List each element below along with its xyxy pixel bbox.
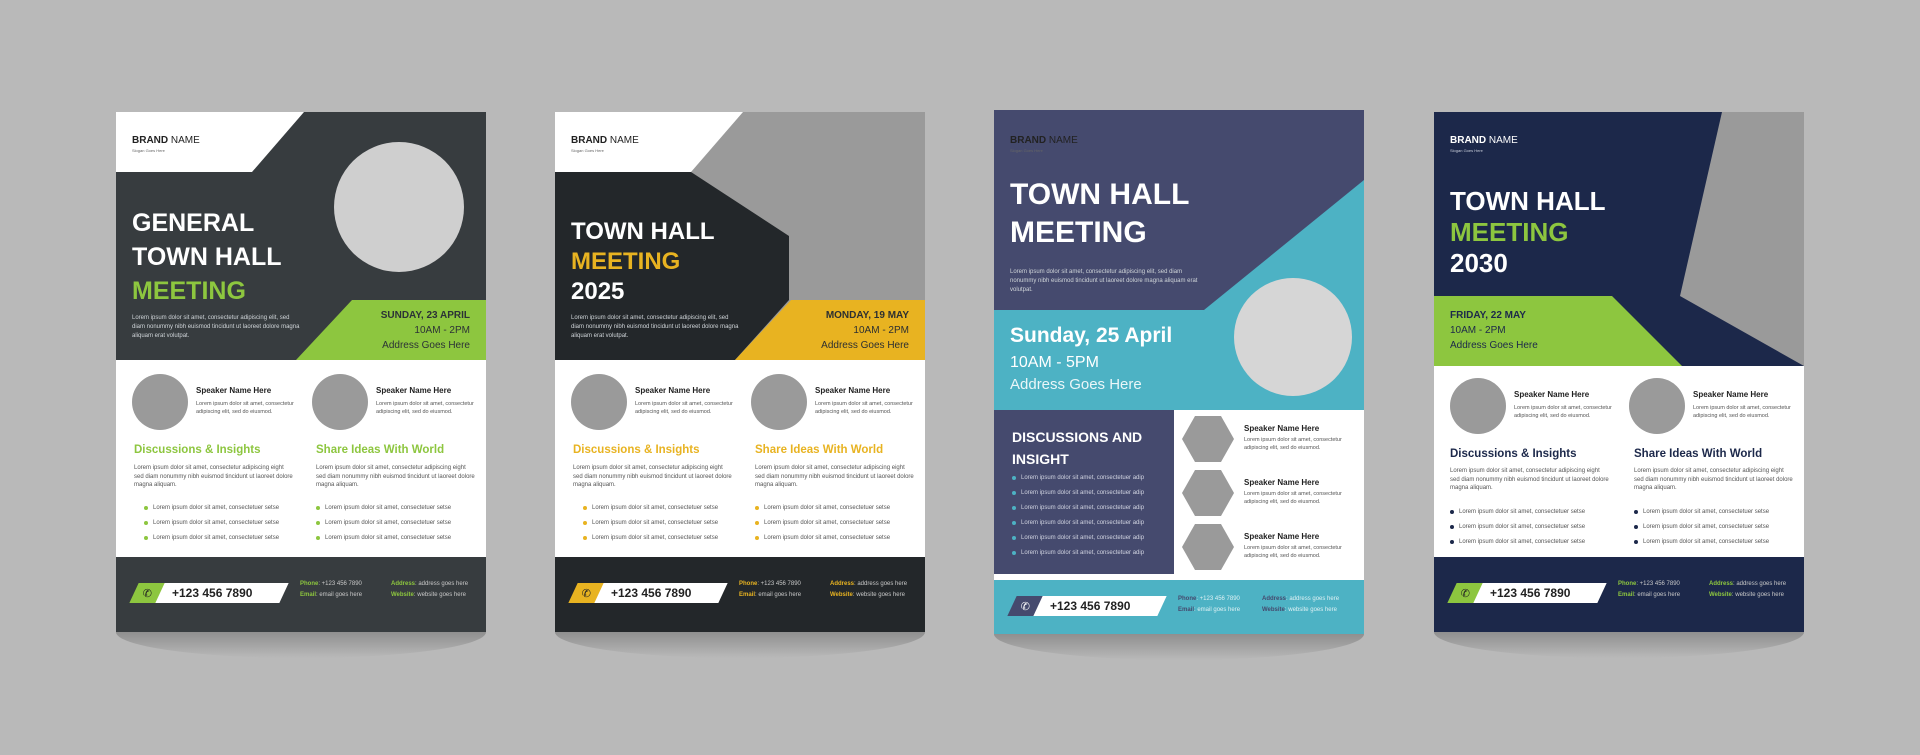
list-item: Lorem ipsum dolor sit amet, consectetuer setse: [755, 519, 890, 534]
flyer-town-hall-2025: [555, 112, 925, 632]
avatar: [1182, 470, 1234, 516]
speaker-name: Speaker Name Here: [1244, 532, 1320, 541]
list-item: Lorem ipsum dolor sit amet, consectetuer setse: [755, 504, 890, 519]
event-date: MONDAY, 19 MAY: [825, 310, 909, 321]
list-item: Lorem ipsum dolor sit amet, consectetuer setse: [144, 534, 279, 549]
event-date: FRIDAY, 22 MAY: [1450, 310, 1526, 321]
avatar: [132, 374, 188, 430]
speaker-name: Speaker Name Here: [815, 386, 891, 395]
contact-info: Address: address goes here Website: website goes here: [1262, 596, 1340, 613]
bullet-list: [1450, 508, 1585, 553]
bullet-list: [1012, 474, 1144, 564]
title-line-1: GENERAL: [132, 209, 255, 237]
list-item: Lorem ipsum dolor sit amet, consectetuer adip: [1012, 474, 1144, 489]
event-date: Sunday, 25 April: [1010, 324, 1173, 347]
speaker-name: Speaker Name Here: [1693, 390, 1769, 399]
speaker-name: Speaker Name Here: [635, 386, 711, 395]
list-item: Lorem ipsum dolor sit amet, consectetuer setse: [316, 534, 451, 549]
list-item: Lorem ipsum dolor sit amet, consectetuer setse: [144, 504, 279, 519]
list-item: Lorem ipsum dolor sit amet, consectetuer adip: [1012, 519, 1144, 534]
speaker-bio: Lorem ipsum dolor sit amet, consectetur adipiscing elit, sed do eiusmod.: [196, 401, 294, 415]
section-text: Lorem ipsum dolor sit amet, consectetur adipiscing eight sed diam nonummy nibh euismod tincidunt ut laoreet dolore magna aliquam.: [134, 465, 293, 488]
event-date-block: [1450, 308, 1538, 353]
phone-icon: ✆: [1447, 583, 1484, 603]
avatar: [1629, 378, 1685, 434]
contact-info: Phone: +123 456 7890 Email: email goes here: [1618, 581, 1681, 598]
intro-text: Lorem ipsum dolor sit amet, consectetur adipiscing elit, sed diam nonummy nibh euismod tincidunt ut laoreet dolore magna aliquam erat volutpat.: [1010, 269, 1198, 293]
speaker-bio: Lorem ipsum dolor sit amet, consectetur adipiscing elit, sed do eiusmod.: [376, 401, 474, 415]
contact-info: Phone: +123 456 7890 Email: email goes here: [1178, 596, 1241, 613]
speaker-bio: Lorem ipsum dolor sit amet, consectetur adipiscing elit, sed do eiusmod.: [1244, 491, 1342, 505]
section-text: Lorem ipsum dolor sit amet, consectetur adipiscing eight sed diam nonummy nibh euismod tincidunt ut laoreet dolore magna aliquam.: [755, 465, 914, 488]
contact-info: Address: address goes here Website: website goes here: [391, 581, 469, 598]
flyer-shadow: [1434, 632, 1804, 658]
contact-info: Address: address goes here Website: website goes here: [1709, 581, 1787, 598]
speaker-bio: Lorem ipsum dolor sit amet, consectetur adipiscing elit, sed do eiusmod.: [1244, 437, 1342, 451]
section-text: Lorem ipsum dolor sit amet, consectetur adipiscing eight sed diam nonummy nibh euismod tincidunt ut laoreet dolore magna aliquam.: [1450, 468, 1609, 491]
event-address: Address Goes Here: [821, 340, 909, 351]
title-line-1: TOWN HALL: [1010, 178, 1190, 211]
speaker-bio: Lorem ipsum dolor sit amet, consectetur adipiscing elit, sed do eiusmod.: [1693, 405, 1791, 419]
list-item: Lorem ipsum dolor sit amet, consectetuer adip: [1012, 549, 1144, 564]
photo-placeholder: [1234, 278, 1352, 396]
speaker-name: Speaker Name Here: [1244, 478, 1320, 487]
avatar: [312, 374, 368, 430]
section-heading-share-ideas: Share Ideas With World: [755, 444, 884, 456]
avatar: [1182, 416, 1234, 462]
section-heading-discussions: Discussions & Insights: [134, 444, 261, 456]
list-item: Lorem ipsum dolor sit amet, consectetuer setse: [1634, 538, 1769, 553]
avatar: [1450, 378, 1506, 434]
list-item: Lorem ipsum dolor sit amet, consectetuer setse: [1634, 508, 1769, 523]
title-line-1: TOWN HALL: [571, 218, 715, 245]
list-item: Lorem ipsum dolor sit amet, consectetuer setse: [583, 519, 718, 534]
list-item: Lorem ipsum dolor sit amet, consectetuer setse: [1450, 523, 1585, 538]
event-date-block: [821, 308, 909, 353]
phone-number: +123 456 7890: [172, 586, 253, 600]
speaker-name: Speaker Name Here: [1514, 390, 1590, 399]
avatar: [751, 374, 807, 430]
phone-number: +123 456 7890: [1050, 599, 1131, 613]
list-item: Lorem ipsum dolor sit amet, consectetuer adip: [1012, 489, 1144, 504]
intro-text: Lorem ipsum dolor sit amet, consectetur adipiscing elit, sed diam nonummy nibh euismod tincidunt ut laoreet dolore magna aliquam erat volutpat.: [571, 315, 739, 339]
section-heading-discussions: Discussions & Insights: [573, 444, 700, 456]
phone-number: +123 456 7890: [1490, 586, 1571, 600]
list-item: Lorem ipsum dolor sit amet, consectetuer setse: [1450, 538, 1585, 553]
event-address: Address Goes Here: [382, 340, 470, 351]
flyer-shadow: [116, 632, 486, 658]
brand-slogan: Slogan Goes Here: [132, 148, 165, 153]
title-line-3: 2025: [571, 278, 625, 305]
event-address: Address Goes Here: [1010, 376, 1142, 393]
title-line-3: 2030: [1450, 248, 1508, 278]
brand-name: BRAND NAME: [132, 135, 200, 146]
list-item: Lorem ipsum dolor sit amet, consectetuer setse: [583, 534, 718, 549]
brand-name: BRAND NAME: [1450, 135, 1518, 146]
section-text: Lorem ipsum dolor sit amet, consectetur adipiscing eight sed diam nonummy nibh euismod tincidunt ut laoreet dolore magna aliquam.: [1634, 468, 1793, 491]
list-item: Lorem ipsum dolor sit amet, consectetuer setse: [316, 519, 451, 534]
section-heading-share-ideas: Share Ideas With World: [316, 444, 445, 456]
brand-slogan: Slogan Goes Here: [1450, 148, 1483, 153]
list-item: Lorem ipsum dolor sit amet, consectetuer setse: [316, 504, 451, 519]
speaker-bio: Lorem ipsum dolor sit amet, consectetur adipiscing elit, sed do eiusmod.: [815, 401, 913, 415]
title-line-2: MEETING: [1450, 217, 1569, 247]
brand-slogan: Slogan Goes Here: [571, 148, 604, 153]
flyer-general-town-hall: [116, 112, 486, 632]
contact-info: Phone: +123 456 7890 Email: email goes here: [739, 581, 802, 598]
flyer-shadow: [994, 634, 1364, 660]
flyer-town-hall-sunday: [994, 110, 1364, 634]
event-date-block: [381, 308, 470, 353]
brand-slogan: Slogan Goes Here: [1010, 148, 1043, 153]
list-item: Lorem ipsum dolor sit amet, consectetuer adip: [1012, 504, 1144, 519]
list-item: Lorem ipsum dolor sit amet, consectetuer setse: [1450, 508, 1585, 523]
contact-info: Phone: +123 456 7890 Email: email goes here: [300, 581, 363, 598]
speaker-name: Speaker Name Here: [196, 386, 272, 395]
brand-name: BRAND NAME: [1010, 135, 1078, 146]
list-item: Lorem ipsum dolor sit amet, consectetuer setse: [1634, 523, 1769, 538]
intro-text: Lorem ipsum dolor sit amet, consectetur adipiscing elit, sed diam nonummy nibh euismod tincidunt ut laoreet dolore magna aliquam erat volutpat.: [132, 315, 300, 339]
speaker-bio: Lorem ipsum dolor sit amet, consectetur adipiscing elit, sed do eiusmod.: [635, 401, 733, 415]
brand-name: BRAND NAME: [571, 135, 639, 146]
footer: [116, 557, 486, 632]
avatar: [571, 374, 627, 430]
event-time: 10AM - 5PM: [1010, 354, 1099, 371]
bullet-list: [583, 504, 718, 549]
phone-icon: ✆: [1007, 596, 1044, 616]
list-item: Lorem ipsum dolor sit amet, consectetuer adip: [1012, 534, 1144, 549]
event-address: Address Goes Here: [1450, 340, 1538, 351]
event-time: 10AM - 2PM: [853, 325, 909, 336]
speaker-bio: Lorem ipsum dolor sit amet, consectetur adipiscing elit, sed do eiusmod.: [1514, 405, 1612, 419]
footer: [555, 557, 925, 632]
speaker-bio: Lorem ipsum dolor sit amet, consectetur adipiscing elit, sed do eiusmod.: [1244, 545, 1342, 559]
bullet-list: [316, 504, 451, 549]
title-line-2: TOWN HALL: [132, 243, 282, 271]
list-item: Lorem ipsum dolor sit amet, consectetuer setse: [583, 504, 718, 519]
event-time: 10AM - 2PM: [414, 325, 470, 336]
event-date: SUNDAY, 23 APRIL: [380, 310, 470, 321]
phone-number: +123 456 7890: [611, 586, 692, 600]
bullet-list: [144, 504, 279, 549]
speaker-name: Speaker Name Here: [1244, 424, 1320, 433]
phone-icon: ✆: [129, 583, 166, 603]
title-line-1: TOWN HALL: [1450, 186, 1606, 216]
contact-info: Address: address goes here Website: website goes here: [830, 581, 908, 598]
title-line-2: MEETING: [1010, 216, 1147, 249]
section-heading-discussions: Discussions & Insights: [1450, 448, 1577, 460]
section-text: Lorem ipsum dolor sit amet, consectetur adipiscing eight sed diam nonummy nibh euismod tincidunt ut laoreet dolore magna aliquam.: [573, 465, 732, 488]
list-item: Lorem ipsum dolor sit amet, consectetuer setse: [144, 519, 279, 534]
list-item: Lorem ipsum dolor sit amet, consectetuer setse: [755, 534, 890, 549]
section-text: Lorem ipsum dolor sit amet, consectetur adipiscing eight sed diam nonummy nibh euismod tincidunt ut laoreet dolore magna aliquam.: [316, 465, 475, 488]
footer: [994, 580, 1364, 634]
photo-placeholder: [334, 142, 464, 272]
flyer-shadow: [555, 632, 925, 658]
event-time: 10AM - 2PM: [1450, 325, 1506, 336]
speaker-name: Speaker Name Here: [376, 386, 452, 395]
bullet-list: [755, 504, 890, 549]
title-line-2: MEETING: [571, 248, 681, 275]
phone-icon: ✆: [568, 583, 605, 603]
footer: [1434, 557, 1804, 632]
section-heading-share-ideas: Share Ideas With World: [1634, 448, 1763, 460]
title-line-3: MEETING: [132, 277, 246, 305]
avatar: [1182, 524, 1234, 570]
flyer-town-hall-2030: [1434, 112, 1804, 632]
section-heading: DISCUSSIONS AND INSIGHT: [1012, 429, 1143, 467]
bullet-list: [1634, 508, 1769, 553]
